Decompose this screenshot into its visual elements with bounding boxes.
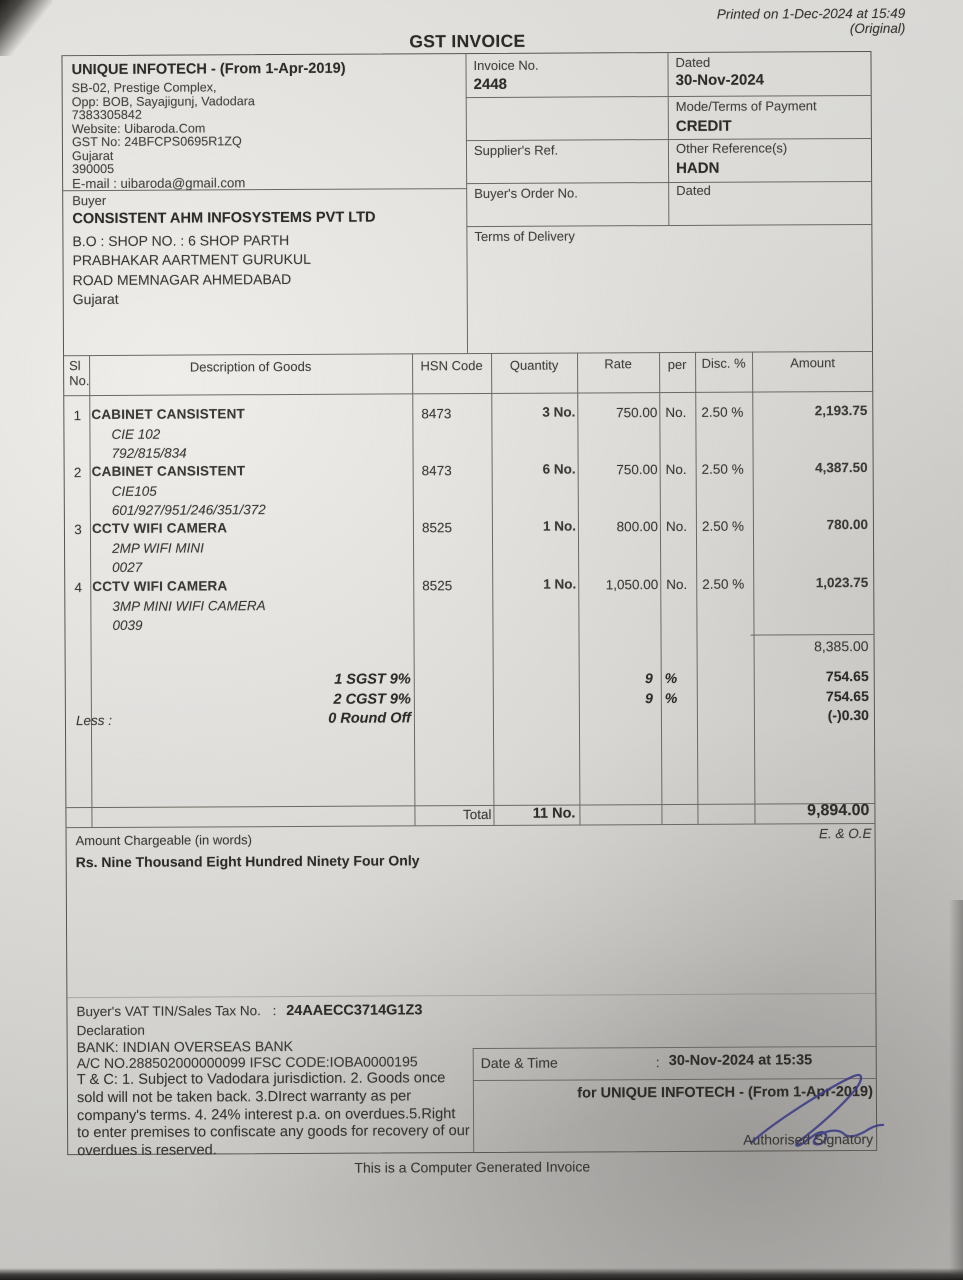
bank-name: BANK: INDIAN OVERSEAS BANK [76,1037,293,1056]
table-row [63,403,873,467]
total-label: Total [462,806,492,823]
col-header-disc: Disc. % [701,355,746,371]
datetime-value: 30-Nov-2024 at 15:35 [668,1052,813,1070]
vat-tin-colon: : [272,1003,277,1019]
buyers-order-label: Buyer's Order No. [474,185,578,202]
vat-tin-value: 24AAECC3714G1Z3 [286,1002,423,1020]
printed-on-text: Printed on 1-Dec-2024 at 15:49 [716,5,906,22]
printed-on-stamp [597,6,905,38]
datetime-colon: : [655,1054,660,1071]
item-subdesc: CIE 102 [111,426,161,442]
item-qty: 1 No. [542,518,576,534]
cgst-rate: 9 [645,690,653,707]
table-row [64,517,874,581]
item-subdesc: CIE105 [111,483,157,499]
amount-words-label: Amount Chargeable (in words) [75,832,252,849]
round-off-amount: (-)0.30 [827,706,869,724]
item-name: CCTV WIFI CAMERA [92,578,228,595]
item-disc: 2.50 % [701,461,744,477]
item-amount: 780.00 [826,516,868,533]
item-disc: 2.50 % [701,404,744,420]
payment-mode-label: Mode/Terms of Payment [675,98,817,114]
item-rate: 800.00 [616,519,658,535]
item-subdesc: 0027 [112,559,143,575]
page-title: GST INVOICE [409,30,526,52]
buyers-order-dated-label: Dated [676,182,711,198]
item-per: No. [666,576,688,593]
seller-address-line: GST No: 24BFCPS0695R1ZQ [71,134,242,150]
buyer-address-line: PRABHAKAR AARTMENT GURUKUL [72,251,311,269]
seller-email: E-mail : uibaroda@gmail.com [72,174,246,191]
copy-type-text: (Original) [849,20,906,37]
item-amount: 1,023.75 [815,574,869,591]
item-subdesc: 2MP WIFI MINI [112,539,204,556]
item-hsn: 8473 [421,463,452,479]
col-header-sl-line2: No. [69,373,90,389]
invoice-no-label: Invoice No. [473,57,539,74]
cgst-per: % [664,689,678,707]
seller-address-line: Opp: BOB, Sayajigunj, Vadodara [71,93,255,109]
buyer-label: Buyer [72,192,107,209]
round-off-label: 0 Round Off [328,710,411,727]
buyer-name: CONSISTENT AHM INFOSYSTEMS PVT LTD [72,209,376,228]
other-ref-label: Other Reference(s) [675,140,788,156]
buyer-address-line: ROAD MEMNAGAR AHMEDABAD [72,270,292,288]
col-header-description: Description of Goods [189,358,312,375]
col-header-rate: Rate [604,356,632,372]
item-per: No. [665,404,687,421]
item-hsn: 8525 [422,578,453,594]
terms-and-conditions: T & C: 1. Subject to Vadodara jurisdiction. 2. Goods once sold will not be taken back. 3.DIrect warranty as per company's terms. 4. 24% interest p.a. on overdues.5.Right to enter premises to confiscate any goods for recovery of our overdues is reserved. [76,1070,470,1160]
terms-of-delivery-label: Terms of Delivery [474,228,575,245]
authorised-signatory-label: Authorised Signatory [743,1130,874,1148]
item-subdesc: 3MP MINI WIFI CAMERA [112,597,266,614]
seller-address-line: SB-02, Prestige Complex, [71,80,217,96]
sgst-amount: 754.65 [825,667,869,685]
item-rate: 750.00 [616,462,658,478]
payment-mode-value: CREDIT [675,117,732,135]
col-header-hsn: HSN Code [420,357,483,374]
invoice-no-value: 2448 [473,75,508,94]
for-company-text: for UNIQUE INFOTECH - (From 1-Apr-2019) [577,1083,873,1102]
suppliers-ref-label: Supplier's Ref. [473,142,559,159]
other-ref-value: HADN [676,159,720,177]
table-row [64,460,874,524]
total-amount: 9,894.00 [807,801,870,820]
item-subdesc: 792/815/834 [111,445,187,461]
buyer-address-line: Gujarat [72,290,119,308]
item-rate: 750.00 [616,405,658,421]
col-header-per: per [667,356,687,373]
seller-address-line: Website: Uibaroda.Com [71,120,206,136]
item-rate: 1,050.00 [605,577,659,593]
buyer-address [72,230,462,309]
sgst-per: % [664,669,678,687]
buyer-address-line: B.O : SHOP NO. : 6 SHOP PARTH [72,232,290,250]
item-sl: 4 [74,580,83,596]
eoe-note: E. & O.E [818,825,872,842]
item-per: No. [665,461,687,478]
item-subdesc: 601/927/951/246/351/372 [111,502,266,518]
sgst-label: 1 SGST 9% [334,671,411,688]
seller-address-line: 390005 [72,161,115,177]
item-qty: 3 No. [542,404,576,420]
photo-corner-shadow [0,0,52,56]
bank-account: A/C NO.288502000000099 IFSC CODE:IOBA0000195 [76,1053,418,1072]
item-hsn: 8525 [421,520,453,536]
seller-address-line: Gujarat [71,148,114,163]
vat-tin-label: Buyer's VAT TIN/Sales Tax No. [76,1003,261,1020]
item-disc: 2.50 % [701,518,745,534]
datetime-label: Date & Time [480,1054,558,1072]
item-sl: 2 [73,465,82,481]
item-subdesc: 0039 [112,617,143,633]
total-quantity: 11 No. [532,805,576,822]
photo-edge-shadow [949,900,963,1280]
cgst-amount: 754.65 [825,687,869,705]
col-header-amount: Amount [790,355,836,371]
item-name: CABINET CANSISTENT [91,463,246,480]
item-hsn: 8473 [421,406,452,422]
amount-words-value: Rs. Nine Thousand Eight Hundred Ninety Four Only [75,852,420,871]
seller-address-line: 7383305842 [71,107,142,123]
seller-block [72,60,453,190]
item-name: CABINET CANSISTENT [91,406,245,423]
table-row [64,575,874,639]
footer-note: This is a Computer Generated Invoice [354,1158,591,1176]
photo-edge-shadow [0,1268,963,1280]
subtotal-amount: 8,385.00 [814,637,869,655]
item-amount: 2,193.75 [814,402,868,419]
item-sl: 1 [73,408,82,424]
item-per: No. [665,518,687,535]
item-disc: 2.50 % [702,576,745,592]
vat-tin-row [76,1002,422,1020]
item-qty: 1 No. [543,576,577,592]
sgst-rate: 9 [644,670,653,687]
item-qty: 6 No. [542,461,576,477]
less-label: Less : [75,712,113,729]
dated-label: Dated [675,54,711,70]
seller-name: UNIQUE INFOTECH - (From 1-Apr-2019) [71,60,346,79]
cgst-label: 2 CGST 9% [333,691,411,708]
dated-value: 30-Nov-2024 [675,71,765,89]
col-header-quantity: Quantity [509,357,559,373]
col-header-sl-line1: Sl [69,358,81,374]
item-name: CCTV WIFI CAMERA [91,520,228,537]
item-amount: 4,387.50 [815,459,868,476]
declaration-label: Declaration [76,1022,145,1039]
item-sl: 3 [74,522,82,538]
